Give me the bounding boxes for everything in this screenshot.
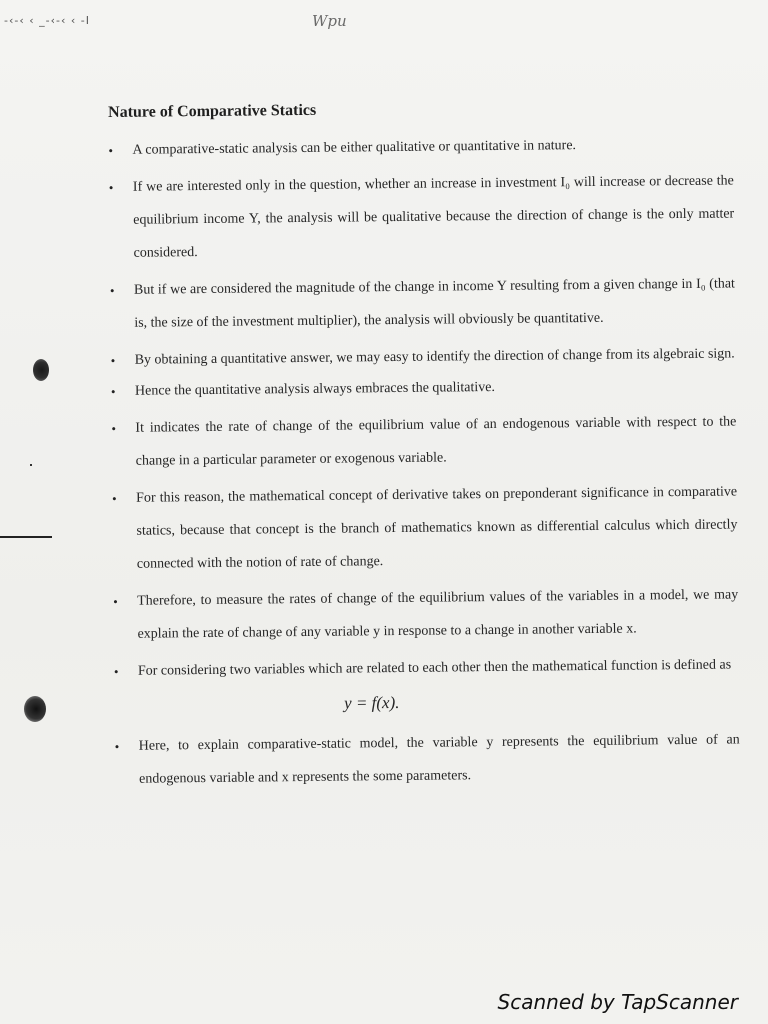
bullet-text: For considering two variables which are related to each other then the mathematical function is defined as <box>137 657 732 679</box>
bullet-text: A comparative-static analysis can be either qualitative or quantitative in nature. <box>132 138 577 158</box>
bullet-marker: • <box>110 383 116 399</box>
bullet-item <box>112 475 738 581</box>
bullet-item <box>110 267 736 340</box>
bullet-item <box>111 337 736 377</box>
bullet-marker: • <box>108 142 114 158</box>
section-title: Nature of Comparative Statics <box>108 101 317 121</box>
bullet-marker: • <box>113 663 119 679</box>
bullet-list-continued <box>115 723 741 796</box>
margin-mark <box>0 536 52 538</box>
bullet-item <box>113 578 739 651</box>
bullet-text: Here, to explain comparative-static model, the variable y represents the equilibrium value of an endogenous variable and x represents the some parameters. <box>138 732 740 787</box>
bullet-text: By obtaining a quantitative answer, we may easy to identify the direction of change from its algebraic sign. <box>134 346 735 368</box>
bullet-item <box>109 164 735 270</box>
document-body <box>108 97 740 800</box>
function-equation: y = f(x). <box>343 692 400 713</box>
bullet-marker: • <box>109 282 115 298</box>
bullet-list <box>108 133 739 688</box>
bullet-marker: • <box>112 490 117 506</box>
bullet-marker: • <box>113 593 118 609</box>
bullet-marker: • <box>110 352 116 368</box>
bullet-text: Therefore, to measure the rates of change of the equilibrium values of the variables in a model, we may explain the rate of change of any variable y in response to a change in another variable x. <box>137 587 739 642</box>
bullet-text: It indicates the rate of change of the equilibrium value of an endogenous variable with respect to the change in a particular parameter or exogenous variable. <box>135 414 737 469</box>
bullet-item <box>108 133 733 162</box>
punch-hole-lower <box>24 696 46 722</box>
bullet-item <box>111 405 737 478</box>
bullet-item <box>115 723 741 796</box>
bullet-text: If we are interested only in the question, whether an increase in investment I₀ will increase or decrease the equilibrium income Y, the analysis will be qualitative because the direction of change is the only matter considered. <box>132 173 735 261</box>
bullet-text: But if we are considered the magnitude of the change in income Y resulting from a given change in I₀ (that is, the size of the investment multiplier), the analysis will obviously be quantitative. <box>133 276 735 331</box>
header-handwriting: Wpu <box>312 12 347 30</box>
bullet-item <box>114 648 739 688</box>
bullet-marker: • <box>111 420 117 436</box>
bullet-text: Hence the quantitative analysis always embraces the qualitative. <box>134 379 496 399</box>
scanner-watermark: Scanned by TapScanner <box>497 990 738 1014</box>
bullet-text: For this reason, the mathematical concept of derivative takes on preponderant significance in comparative statics, because that concept is the branch of mathematics known as differential calculus which directly connected with the notion of rate of change. <box>136 484 738 572</box>
margin-scribble: -‹-‹ ‹ _-‹-‹ ‹ -I <box>4 14 90 27</box>
margin-speck <box>30 464 32 466</box>
punch-hole-upper <box>33 359 49 381</box>
bullet-marker: • <box>108 179 114 195</box>
bullet-item <box>111 374 736 403</box>
bullet-marker: • <box>114 738 120 754</box>
